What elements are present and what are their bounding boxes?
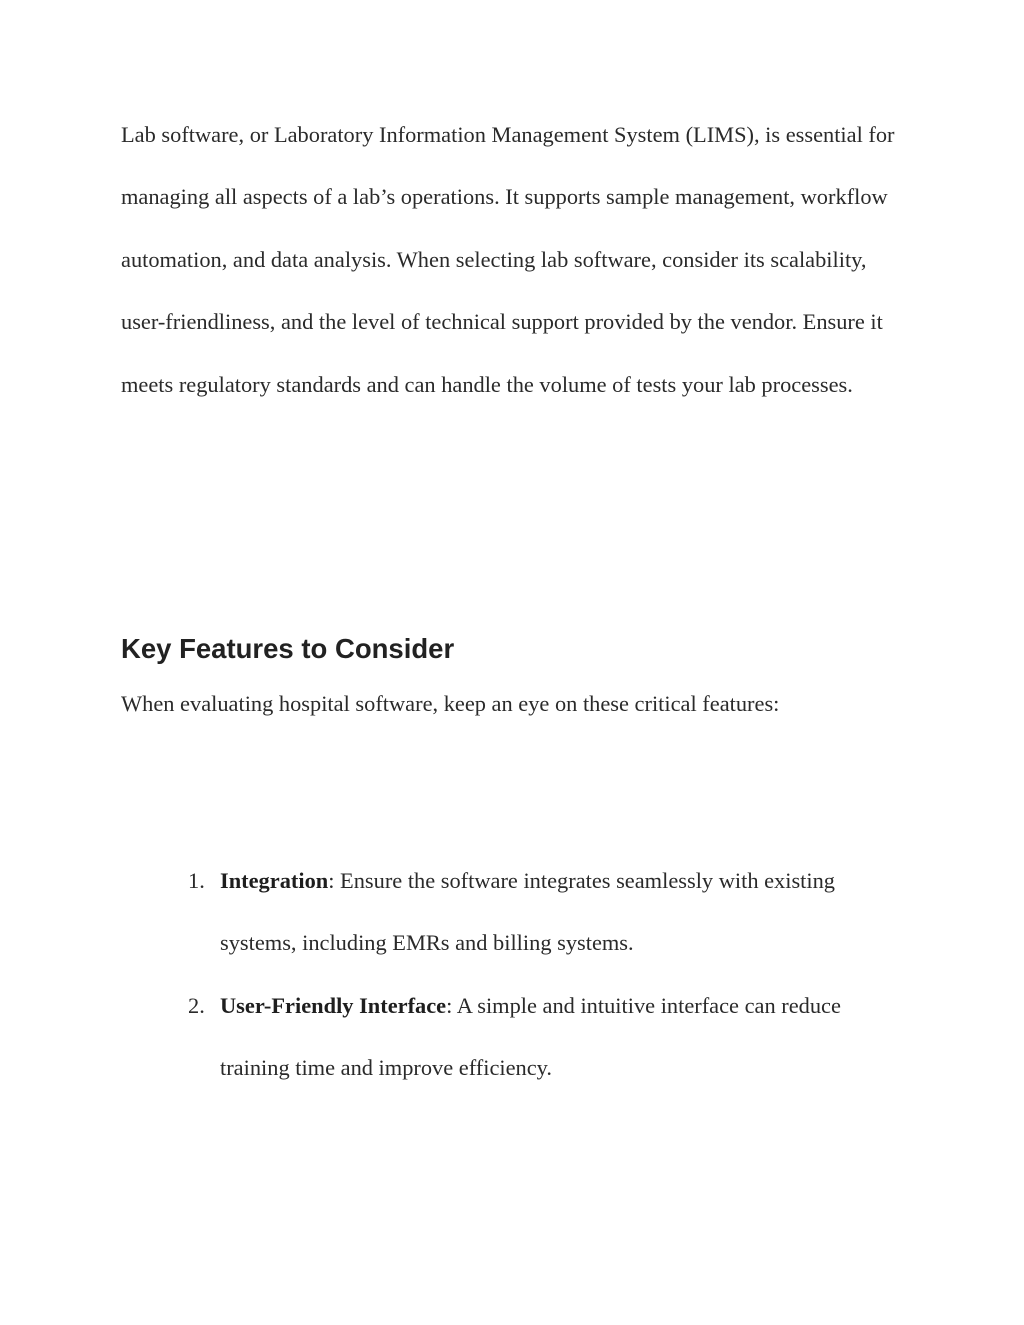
feature-description: A simple and intuitive interface can reduce training time and improve efficiency. <box>220 992 841 1081</box>
key-features-heading: Key Features to Consider <box>121 633 455 664</box>
feature-title-integration: Integration <box>220 868 329 893</box>
lims-intro-paragraph: Lab software, or Laboratory Information Management System (LIMS), is essential for managing all aspects of a lab’s operations. It supports sample management, workflow automation, and data analysis. When selecting lab software, consider its scalability, user-friendliness, and the level of technical support provided by the vendor. Ensure it meets regulatory standards and can handle the volume of tests your lab processes. <box>121 122 895 397</box>
features-list <box>121 850 921 1100</box>
feature-item-user-friendly-interface <box>121 975 921 1100</box>
document-page <box>121 104 921 1081</box>
feature-body <box>220 850 910 975</box>
feature-separator: : <box>446 992 453 1018</box>
list-number: 1. <box>188 868 205 893</box>
list-number: 2. <box>188 992 205 1018</box>
features-lead-paragraph: When evaluating hospital software, keep an eye on these critical features: <box>121 691 780 716</box>
feature-title-user-friendly-interface: User-Friendly Interface <box>220 992 447 1018</box>
feature-description: Ensure the software integrates seamlessly with existing systems, including EMRs and billing systems. <box>220 868 836 956</box>
feature-item-integration <box>121 850 921 975</box>
feature-body <box>220 975 910 1100</box>
feature-separator: : <box>328 868 335 893</box>
